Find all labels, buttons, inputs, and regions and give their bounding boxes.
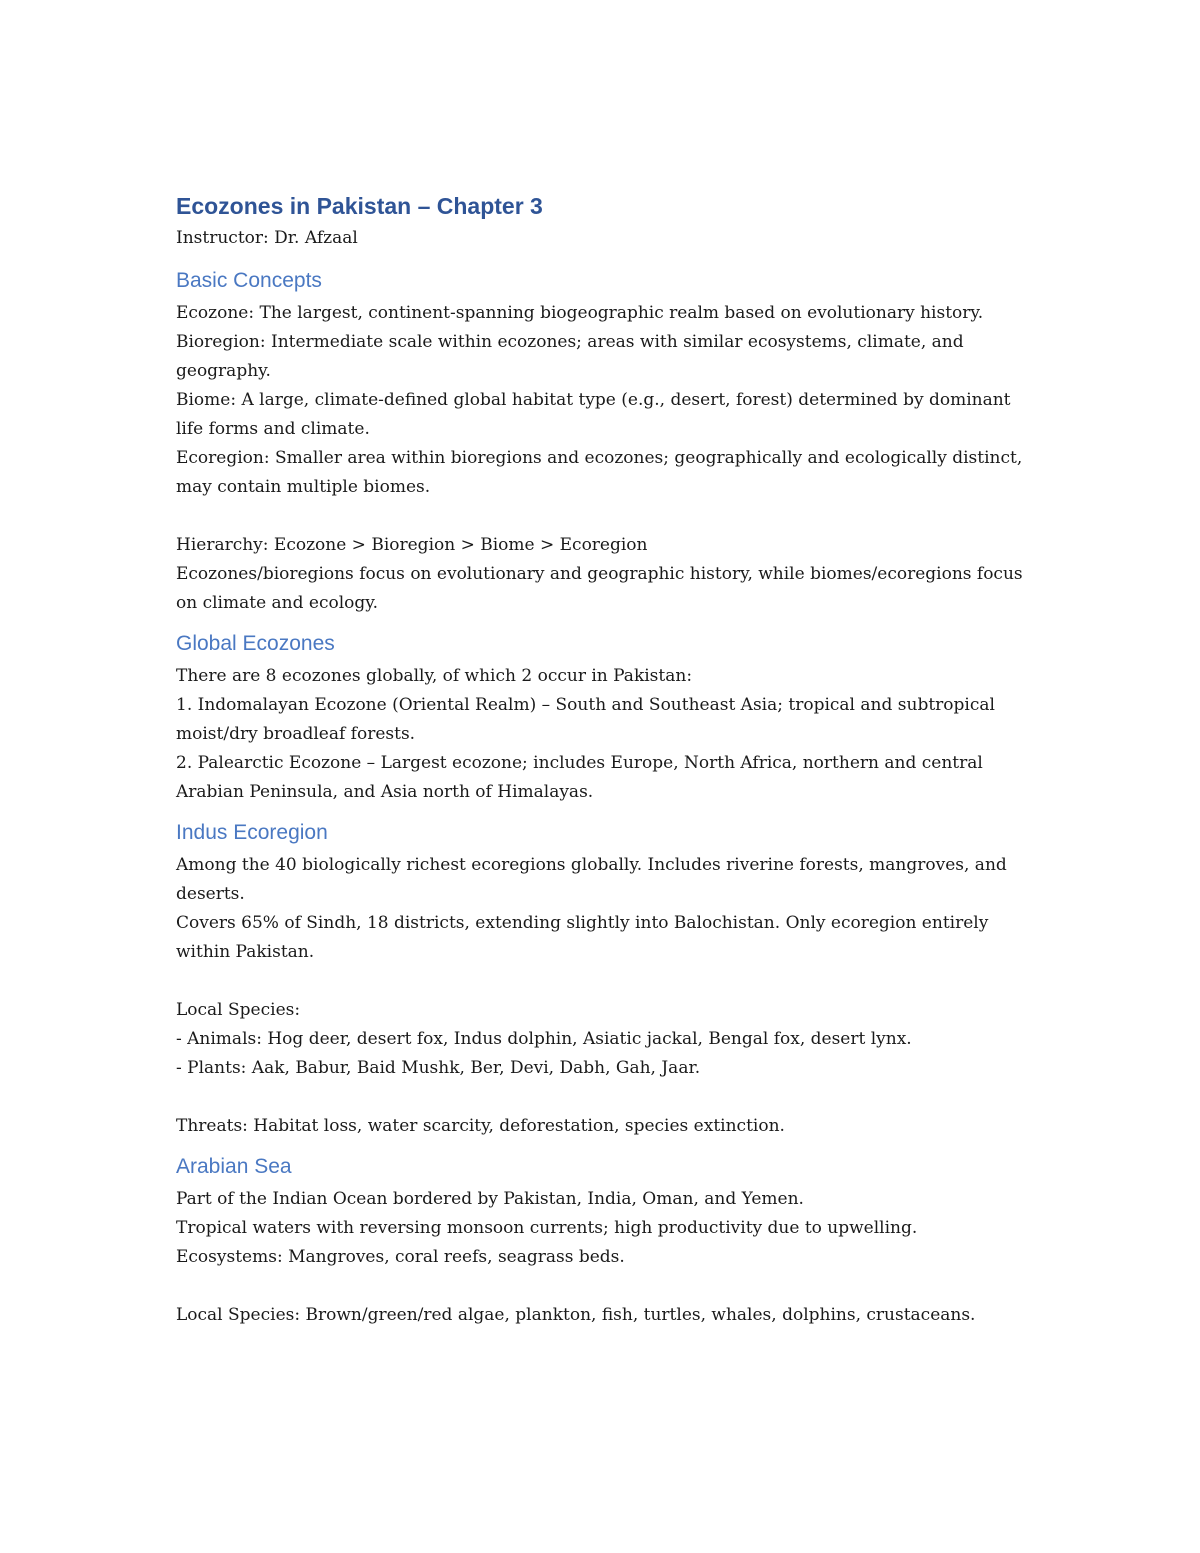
heading-global-ecozones: Global Ecozones	[176, 632, 335, 655]
indus-animals: - Animals: Hog deer, desert fox, Indus dolphin, Asiatic jackal, Bengal fox, desert lynx.	[176, 1029, 912, 1049]
heading-arabian-sea: Arabian Sea	[176, 1155, 292, 1178]
indus-species-label: Local Species:	[176, 1000, 301, 1020]
section-global-ecozones	[176, 626, 1036, 807]
arabian-sea-paragraph-1: Part of the Indian Ocean bordered by Pakistan, India, Oman, and Yemen.	[176, 1189, 804, 1209]
definition-ecozone: Ecozone: The largest, continent-spanning biogeographic realm based on evolutionary history.	[176, 303, 984, 323]
arabian-sea-species: Local Species: Brown/green/red algae, plankton, fish, turtles, whales, dolphins, crustaceans.	[176, 1305, 976, 1325]
paragraph-gap	[176, 1083, 1036, 1112]
section-indus-ecoregion	[176, 815, 1036, 1141]
indus-plants: - Plants: Aak, Babur, Baid Mushk, Ber, Devi, Dabh, Gah, Jaar.	[176, 1058, 701, 1078]
instructor-line: Instructor: Dr. Afzaal	[176, 228, 358, 248]
indus-paragraph-2: Covers 65% of Sindh, 18 districts, extending slightly into Balochistan. Only ecoregion entirely within Pakistan.	[176, 913, 989, 962]
arabian-sea-ecosystems: Ecosystems: Mangroves, coral reefs, seagrass beds.	[176, 1247, 625, 1267]
section-basic-concepts	[176, 263, 1036, 618]
definition-biome: Biome: A large, climate-defined global habitat type (e.g., desert, forest) determined by dominant life forms and climate.	[176, 390, 1011, 439]
paragraph-gap	[176, 967, 1036, 996]
arabian-sea-paragraph-2: Tropical waters with reversing monsoon currents; high productivity due to upwelling.	[176, 1218, 918, 1238]
heading-basic-concepts: Basic Concepts	[176, 269, 322, 292]
indus-threats: Threats: Habitat loss, water scarcity, deforestation, species extinction.	[176, 1116, 785, 1136]
document-page	[176, 188, 1036, 1338]
heading-indus-ecoregion: Indus Ecoregion	[176, 821, 328, 844]
indus-paragraph-1: Among the 40 biologically richest ecoregions globally. Includes riverine forests, mangroves, and deserts.	[176, 855, 1007, 904]
definition-bioregion: Bioregion: Intermediate scale within ecozones; areas with similar ecosystems, climate, and geography.	[176, 332, 964, 381]
ecozone-item-palearctic: 2. Palearctic Ecozone – Largest ecozone; includes Europe, North Africa, northern and central Arabian Peninsula, and Asia north of Himalayas.	[176, 753, 983, 802]
paragraph-gap	[176, 1272, 1036, 1301]
global-ecozones-intro: There are 8 ecozones globally, of which 2 occur in Pakistan:	[176, 666, 693, 686]
paragraph-gap	[176, 502, 1036, 531]
focus-paragraph: Ecozones/bioregions focus on evolutionary and geographic history, while biomes/ecoregions focus on climate and ecology.	[176, 564, 1023, 613]
hierarchy-line: Hierarchy: Ecozone > Bioregion > Biome > Ecoregion	[176, 535, 648, 555]
document-title: Ecozones in Pakistan – Chapter 3	[176, 193, 543, 219]
section-arabian-sea	[176, 1149, 1036, 1330]
ecozone-item-indomalayan: 1. Indomalayan Ecozone (Oriental Realm) – South and Southeast Asia; tropical and subtropical moist/dry broadleaf forests.	[176, 695, 995, 744]
definition-ecoregion: Ecoregion: Smaller area within bioregions and ecozones; geographically and ecologically distinct, may contain multiple biomes.	[176, 448, 1023, 497]
